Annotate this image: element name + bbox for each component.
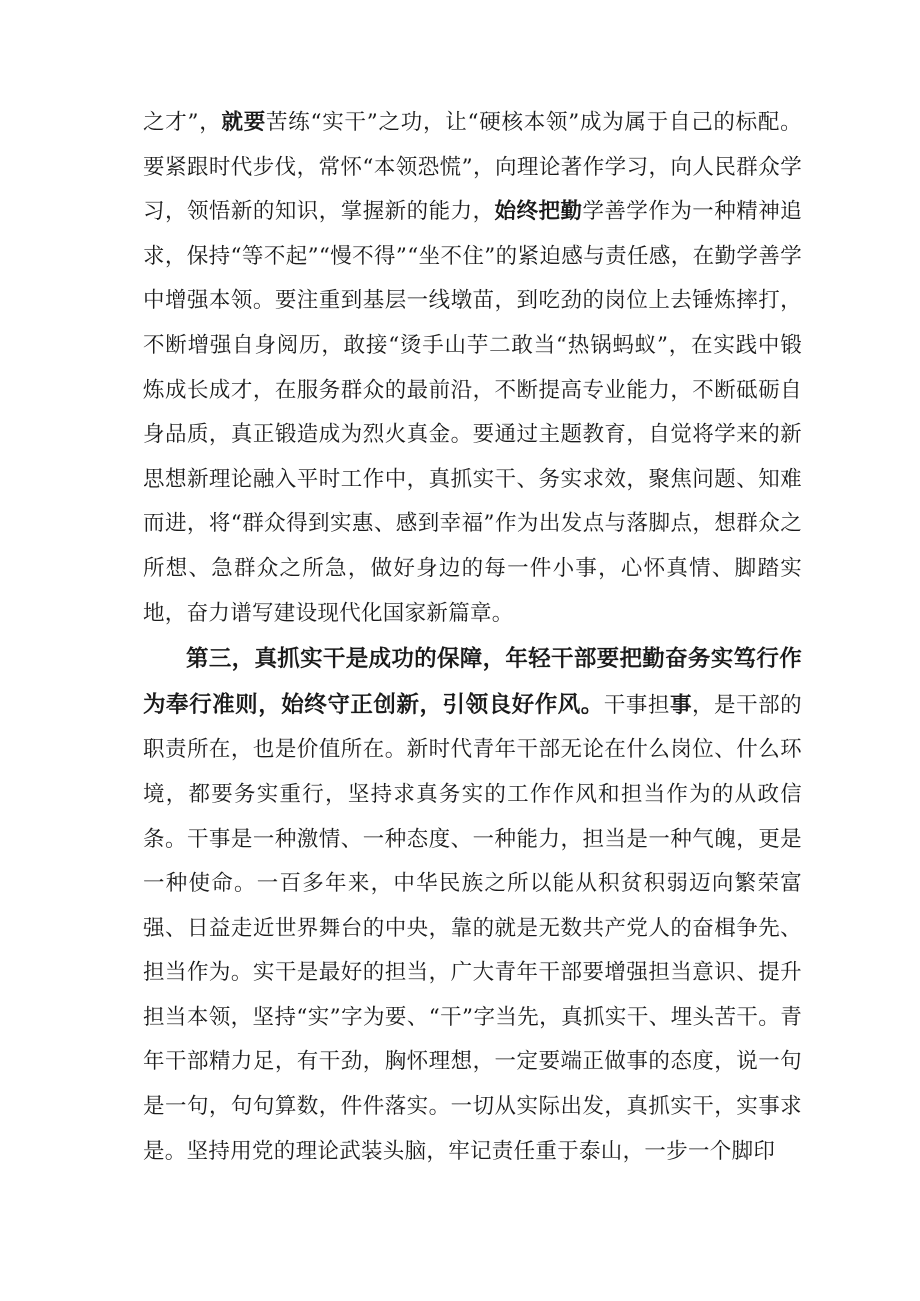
text-segment: 干事担 bbox=[603, 692, 670, 718]
bold-text-segment: 始终把勤 bbox=[494, 199, 583, 225]
paragraph-1 bbox=[143, 101, 802, 636]
text-segment: 之才”， bbox=[143, 110, 222, 135]
paragraph-2 bbox=[143, 637, 802, 1174]
text-segment: ，是干部的职责所在，也是价值所在。新时代青年干部无论在什么岗位、什么环境，都要务实重行，坚持求真务实的工作作风和担当作为的从政信条。干事是一种激情、一种态度、一种能力，担当是一种气魄，更是一种使命。一百多年来，中华民族之所以能从积贫积弱迈向繁荣富强、日益走近世界舞台的中央，靠的就是无数共产党人的奋楫争先、担当作为。实干是最好的担当，广大青年干部要增强担当意识、提升担当本领，坚持“实”字为要、“干”字当先，真抓实干、埋头苦干。青年干部精力足，有干劲，胸怀理想，一定要端正做事的态度，说一句是一句，句句算数，件件落实。一切从实际出发，真抓实干，实事求是。坚持用党的理论武装头脑，牢记责任重于泰山，一步一个脚印 bbox=[143, 692, 802, 1164]
text-segment: 苦练“实干”之功，让“硬核本领”成为属于自己的标配。要紧跟时代步伐，常怀“本领恐慌”，向理论著作学习，向人民群众学习，领悟新的知识，掌握新的能力， bbox=[143, 110, 802, 225]
bold-text-segment: 事 bbox=[669, 692, 692, 718]
section-heading: 第三，真抓实干是成功的保障，年轻干部要把勤奋务实笃行作为奉行准则，始终守正创新，引领良好作风。 bbox=[143, 646, 802, 718]
text-segment: 学善学作为一种精神追求，保持“等不起”“慢不得”“坐不住”的紧迫感与责任感，在勤学善学中增强本领。要注重到基层一线墩苗，到吃劲的岗位上去锤炼摔打，不断增强自身阅历，敢接“烫手山芋二敢当“热锅蚂蚁”，在实践中锻炼成长成才，在服务群众的最前沿，不断提高专业能力，不断砥砺自身品质，真正锻造成为烈火真金。要通过主题教育，自觉将学来的新思想新理论融入平时工作中，真抓实干、务实求效，聚焦问题、知难而进，将“群众得到实惠、感到幸福”作为出发点与落脚点，想群众之所想、急群众之所急，做好身边的每一件小事，心怀真情、脚踏实地，奋力谱写建设现代化国家新篇章。 bbox=[143, 199, 802, 626]
bold-text-segment: 就要 bbox=[221, 110, 266, 135]
